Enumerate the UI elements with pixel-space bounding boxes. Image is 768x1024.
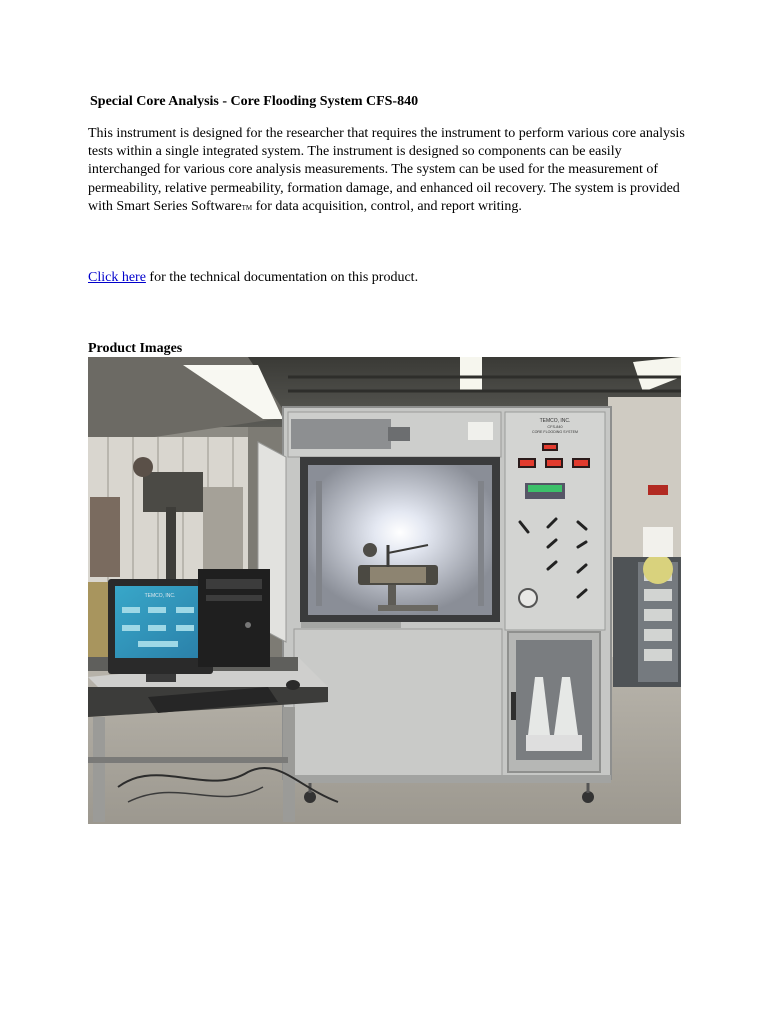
trademark-mark: TM [241, 203, 253, 212]
description-text-end: for data acquisition, control, and report writing. [252, 198, 522, 214]
product-photo [88, 357, 681, 824]
documentation-link-suffix: for the technical documentation on this product. [145, 270, 419, 285]
documentation-link[interactable]: Click here [88, 270, 146, 285]
page-title: Special Core Analysis - Core Flooding System CFS-840 [90, 94, 419, 109]
panel-brand-text: TEMCO, INC. [539, 418, 571, 424]
documentation-line [88, 270, 418, 286]
panel-subtitle-text: CORE FLOODING SYSTEM [532, 430, 578, 434]
product-description [88, 125, 688, 217]
section-heading: Product Images [88, 341, 183, 356]
product-photo-illustration [88, 357, 681, 824]
panel-model-text: CFS-840 [547, 425, 563, 429]
monitor-screen-text: TEMCO, INC. [144, 593, 176, 599]
description-text: This instrument is designed for the researcher that requires the instrument to perform various core analysis tests within a single integrated system. The instrument is designed so components can be easily interchanged for various core analysis measurements. The system can be used for the measurement of permeability, relative permeability, formation damage, and enhanced oil recovery. The system is provided with Smart Series Software [88, 126, 685, 214]
